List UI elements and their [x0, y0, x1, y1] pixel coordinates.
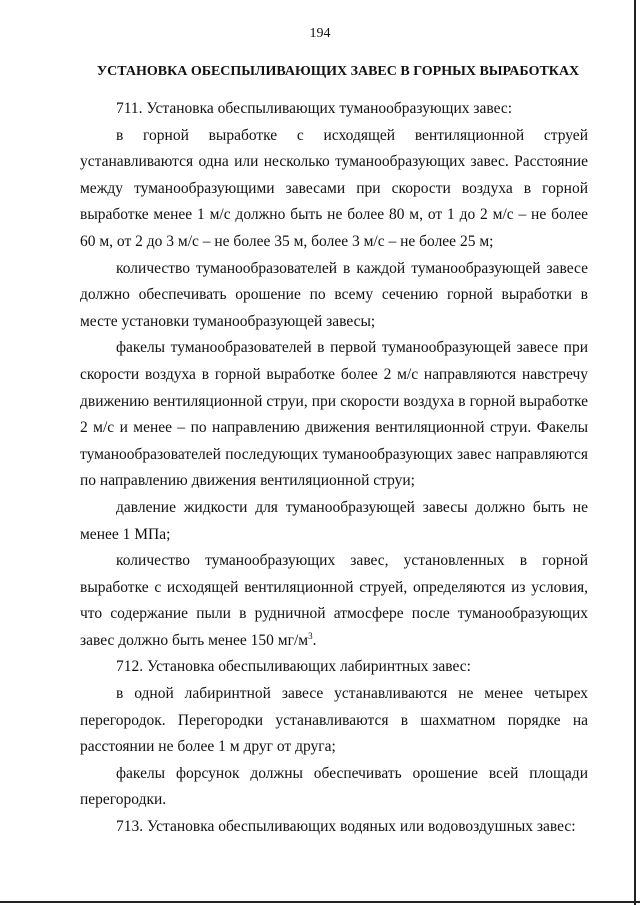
section-heading: УСТАНОВКА ОБЕСПЫЛИВАЮЩИХ ЗАВЕС В ГОРНЫХ ВЫРАБОТКАХ	[96, 64, 580, 79]
paragraph-711-distance: в горной выработке с исходящей вентиляционной струей устанавливаются одна или несколько туманообразующих завес. Расстояние между туманообразующими завесами при скорости воздуха в горной выработке менее 1 м/с должно быть не более 80 м, от 1 до 2 м/с – не более 60 м, от 2 до 3 м/с – не более 35 м, более 3 м/с – не более 25 м;	[80, 126, 588, 250]
dust-period: .	[312, 631, 317, 649]
paragraph-713-title: 713. Установка обеспыливающих водяных или водовоздушных завес:	[116, 818, 576, 836]
paragraph-711-quantity: количество туманообразователей в каждой туманообразующей завесе должно обеспечивать орошение по всему сечению горной выработки в месте установки туманообразующей завесы;	[80, 259, 588, 330]
superscript-cubic: 3	[308, 630, 313, 641]
scan-edge-bottom	[0, 901, 640, 903]
paragraph-712-partitions: в одной лабиринтной завесе устанавливаются не менее четырех перегородок. Перегородки устанавливаются в шахматном порядке на расстоянии не более 1 м друг от друга;	[80, 685, 588, 756]
paragraph-711-pressure: давление жидкости для туманообразующей завесы должно быть не менее 1 МПа;	[80, 498, 588, 543]
paragraph-711-title: 711. Установка обеспыливающих туманообразующих завес:	[116, 100, 513, 117]
document-body	[80, 96, 588, 841]
scan-edge-right	[634, 0, 636, 905]
paragraph-712-title: 712. Установка обеспыливающих лабиринтных завес:	[116, 658, 471, 676]
page-number: 194	[309, 26, 331, 41]
paragraph-712-nozzles: факелы форсунок должны обеспечивать орошение всей площади перегородки.	[80, 764, 588, 809]
paragraph-711-torches: факелы туманообразователей в первой туманообразующей завесе при скорости воздуха в горной выработке более 2 м/с направляются навстречу движению вентиляционной струи, при скорости воздуха в горной выработке 2 м/с и менее – по направлению движения вентиляционной струи. Факелы туманообразователей последующих туманообразующих завес направляются по направлению движения вентиляционной струи;	[80, 339, 588, 490]
paragraph-711-dust	[80, 548, 588, 654]
dust-text: количество туманообразующих завес, установленных в горной выработке с исходящей вентиляционной струей, определяются из условия, что содержание пыли в рудничной атмосфере после туманообразующих завес должно быть менее 150 мг/м	[80, 552, 588, 649]
